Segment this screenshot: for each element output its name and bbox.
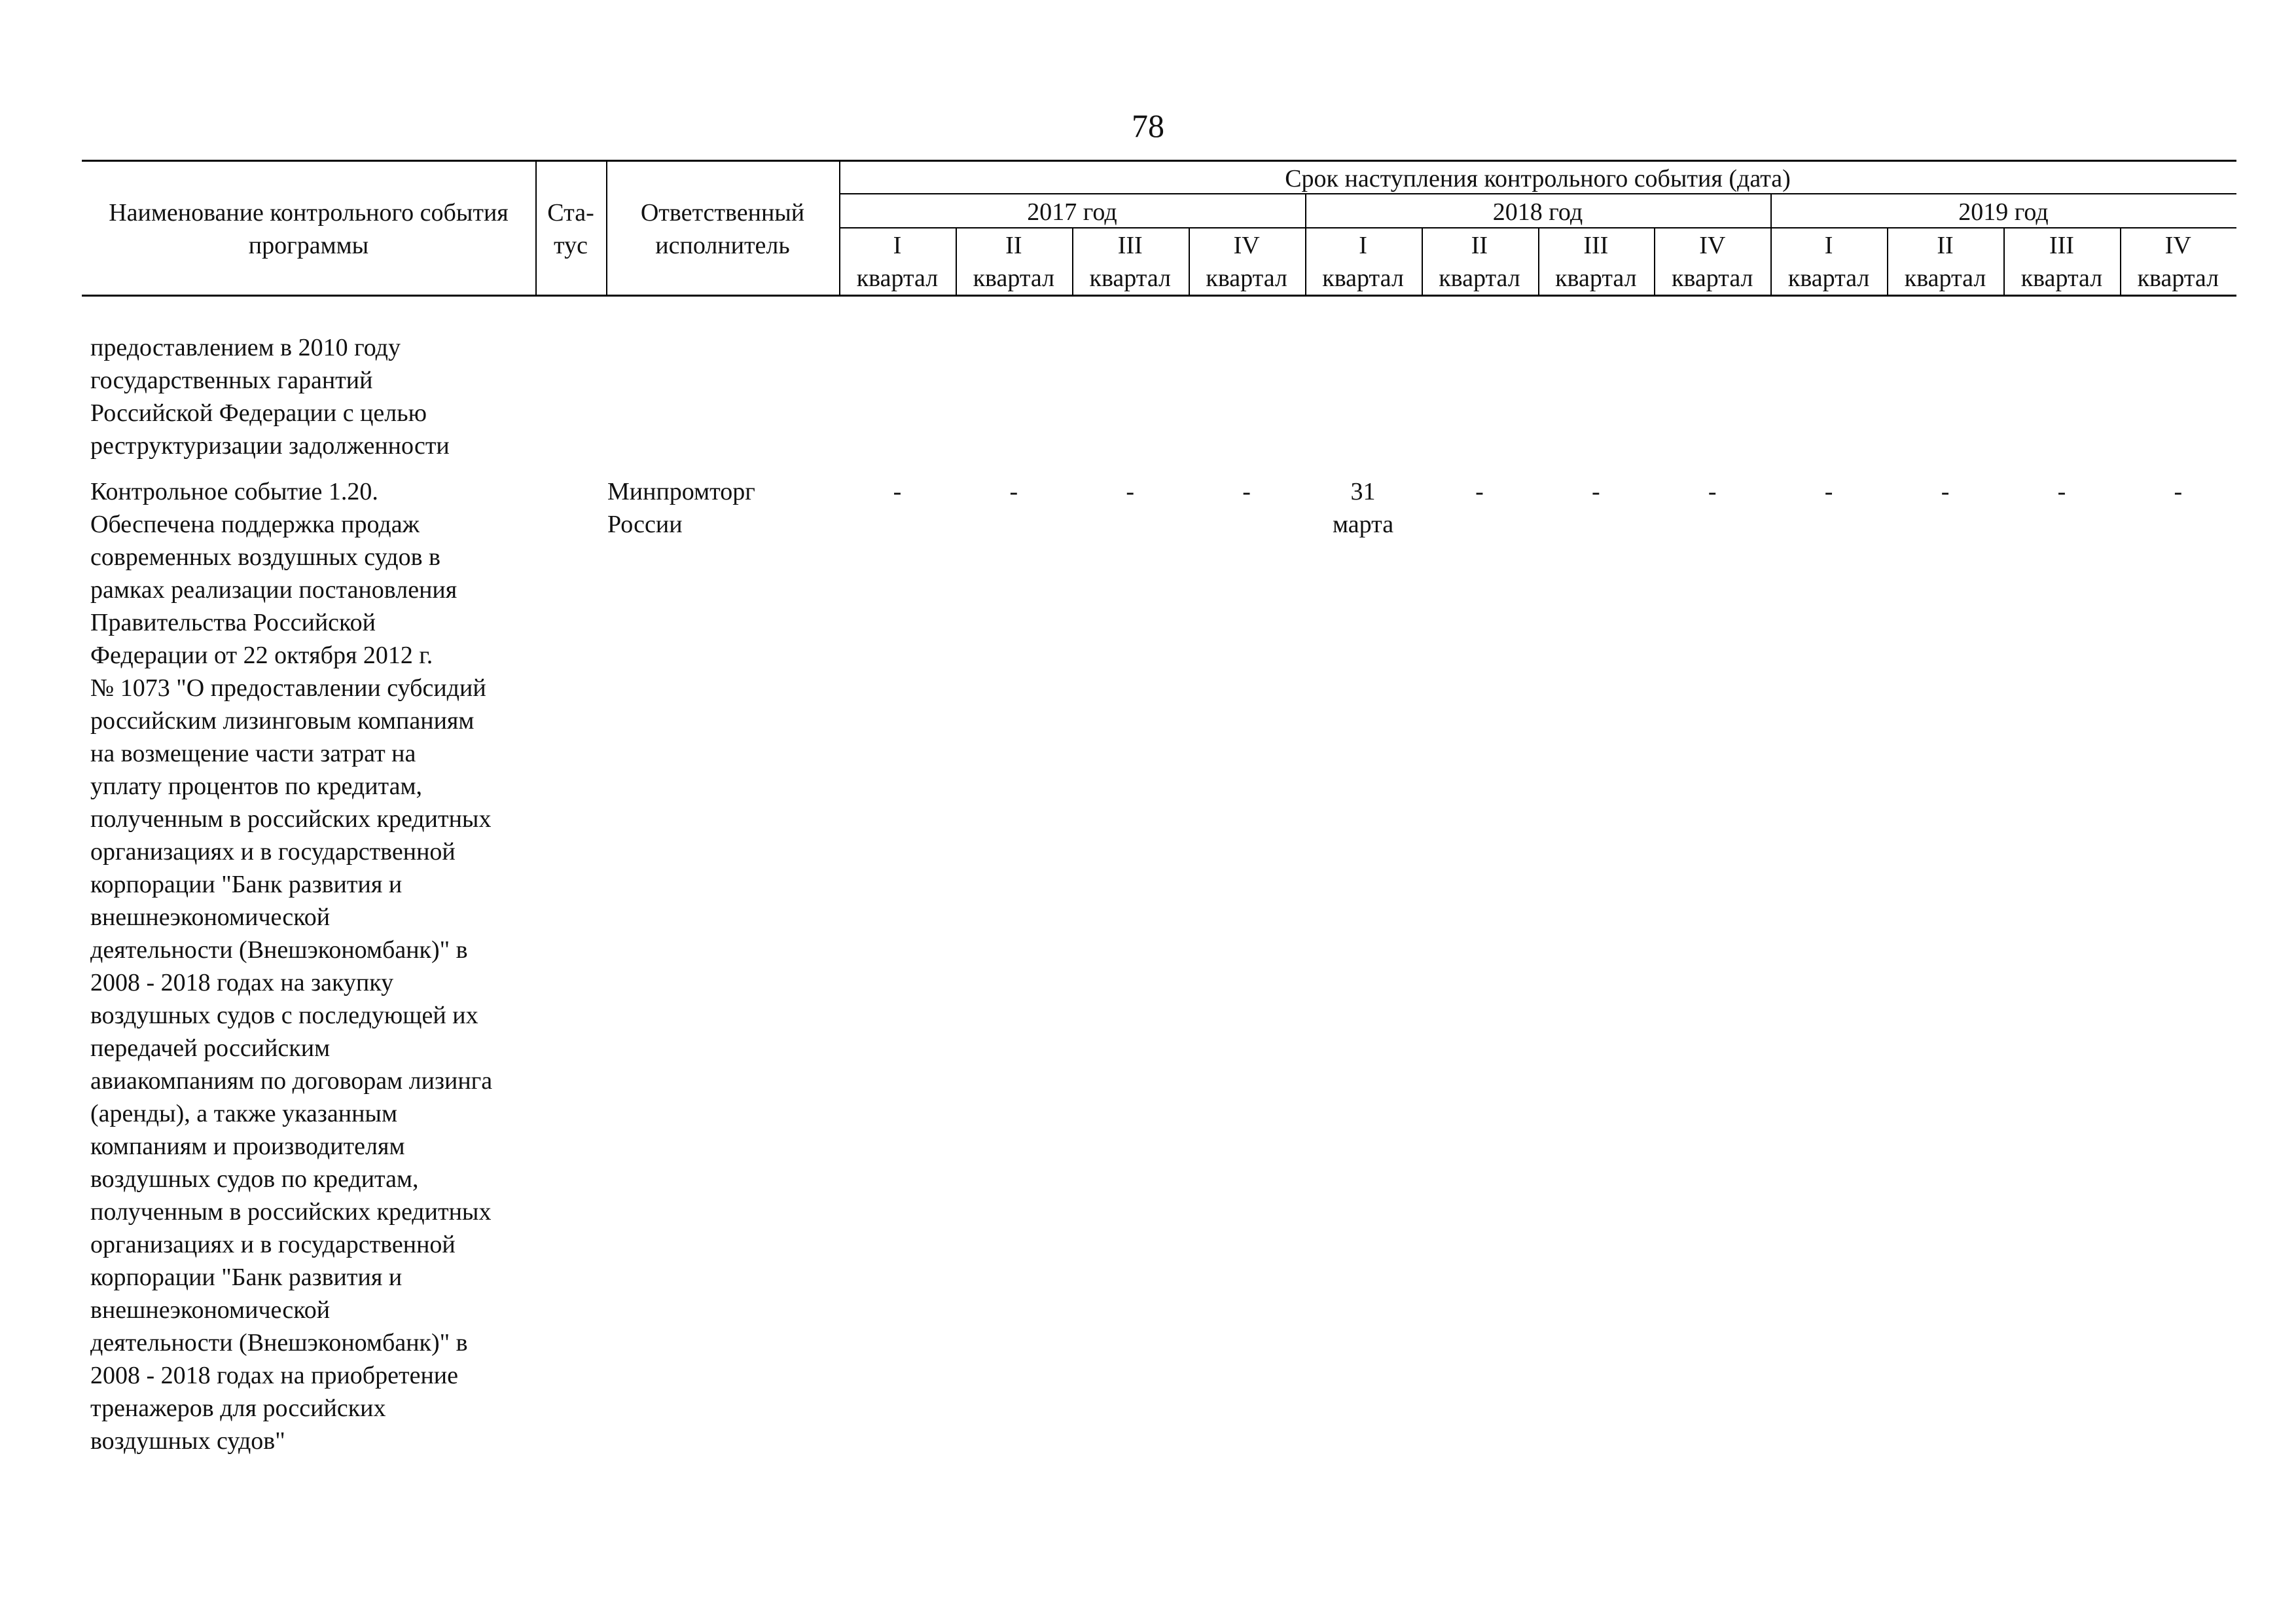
quarter-value: - — [1009, 478, 1018, 505]
quarter-value: - — [1708, 478, 1717, 505]
header-quarter-word: квартал — [2137, 264, 2219, 292]
header-quarter-numeral: II — [1471, 232, 1488, 259]
event-name-line: воздушных судов" — [90, 1427, 285, 1455]
header-quarter-numeral: I — [1824, 232, 1833, 259]
header-quarter-numeral: II — [1937, 232, 1954, 259]
event-name-line: воздушных судов с последующей их — [90, 1002, 478, 1029]
event-name-text — [90, 331, 450, 462]
quarter-value-cell — [2003, 475, 2120, 508]
header-status-line: тус — [554, 232, 588, 259]
header-event-name-line: Наименование контрольного события — [109, 199, 509, 227]
header-quarter — [839, 229, 956, 295]
header-year: 2017 год — [1027, 198, 1117, 226]
header-quarter-word: квартал — [973, 264, 1055, 292]
event-name-line: 2008 - 2018 годах на приобретение — [90, 1362, 458, 1389]
header-quarter-word: квартал — [1206, 264, 1287, 292]
header-quarter-numeral: II — [1005, 232, 1022, 259]
quarter-value-cell — [1305, 475, 1422, 541]
header-quarter-word: квартал — [1089, 264, 1171, 292]
header-quarter — [1770, 229, 1887, 295]
header-status — [535, 196, 606, 262]
event-name-line: предоставлением в 2010 году — [90, 334, 401, 361]
header-year: 2018 год — [1492, 198, 1583, 226]
header-deadline-title: Срок наступления контрольного события (дата) — [1285, 165, 1791, 192]
event-name-line: Российской Федерации с целью — [90, 399, 427, 427]
event-name-text — [90, 475, 492, 1457]
quarter-value: 31 — [1350, 478, 1376, 505]
event-name-line: организациях и в государственной — [90, 1231, 456, 1258]
quarter-value: - — [2057, 478, 2066, 505]
header-quarter — [1537, 229, 1654, 295]
quarter-value: - — [1242, 478, 1251, 505]
header-executor-line: исполнитель — [655, 232, 790, 259]
page-number: 78 — [1132, 107, 1164, 144]
quarter-value-cell — [956, 475, 1072, 508]
event-name-line: воздушных судов по кредитам, — [90, 1165, 419, 1193]
event-name-line: корпорации "Банк развития и — [90, 871, 403, 898]
header-quarter-word: квартал — [1904, 264, 1986, 292]
event-name-line: современных воздушных судов в — [90, 543, 440, 571]
quarter-value: марта — [1332, 511, 1394, 538]
table-header-bottom-rule — [82, 295, 2236, 297]
event-name-line: деятельности (Внешэкономбанк)" в — [90, 1329, 468, 1357]
header-quarter — [1887, 229, 2003, 295]
header-quarter — [1189, 229, 1305, 295]
header-quarter-word: квартал — [1787, 264, 1870, 292]
table-top-rule — [82, 160, 2236, 162]
quarter-value: - — [2174, 478, 2183, 505]
quarter-value: - — [1941, 478, 1950, 505]
event-name-line: авиакомпаниям по договорам лизинга — [90, 1067, 493, 1095]
event-name-line: Обеспечена поддержка продаж — [90, 511, 420, 538]
event-name-line: рамках реализации постановления — [90, 576, 457, 604]
quarter-value-cell — [2120, 475, 2236, 508]
event-name-line: деятельности (Внешэкономбанк)" в — [90, 936, 468, 964]
header-quarter-numeral: IV — [1699, 232, 1726, 259]
event-name-line: тренажеров для российских — [90, 1395, 386, 1422]
header-quarter-numeral: IV — [2164, 232, 2191, 259]
header-quarter — [1072, 229, 1189, 295]
header-quarter-word: квартал — [1555, 264, 1637, 292]
header-quarter-numeral: III — [2049, 232, 2074, 259]
event-name-line: Правительства Российской — [90, 609, 376, 636]
event-name-line: № 1073 "О предоставлении субсидий — [90, 674, 486, 702]
quarter-value: - — [1824, 478, 1833, 505]
event-name-line: Федерации от 22 октября 2012 г. — [90, 642, 433, 669]
event-name-line: корпорации "Банк развития и — [90, 1264, 403, 1291]
event-name-line: Контрольное событие 1.20. — [90, 478, 378, 505]
event-name-line: уплату процентов по кредитам, — [90, 773, 423, 800]
header-status-line: Ста- — [547, 199, 594, 227]
quarter-value: - — [1592, 478, 1600, 505]
quarter-value: - — [893, 478, 902, 505]
executor-line: Минпромторг — [607, 478, 755, 505]
event-name-line: на возмещение части затрат на — [90, 740, 416, 767]
quarter-value-cell — [1189, 475, 1305, 508]
header-quarter-numeral: III — [1117, 232, 1143, 259]
header-event-name-line: программы — [248, 232, 369, 259]
event-name-line: 2008 - 2018 годах на закупку — [90, 969, 394, 996]
header-quarter-word: квартал — [1671, 264, 1753, 292]
header-quarter — [1305, 229, 1422, 295]
header-quarter-word: квартал — [1322, 264, 1404, 292]
event-name-line: внешнеэкономической — [90, 1296, 331, 1324]
quarter-value-cell — [1887, 475, 2003, 508]
header-quarter — [1422, 229, 1538, 295]
header-year: 2019 год — [1958, 198, 2049, 226]
quarter-value-cell — [1654, 475, 1770, 508]
event-name-line: полученным в российских кредитных — [90, 1198, 492, 1226]
quarter-value: - — [1475, 478, 1484, 505]
event-name-line: (аренды), а также указанным — [90, 1100, 398, 1127]
quarter-value-cell — [1537, 475, 1654, 508]
quarter-value-cell — [1770, 475, 1887, 508]
executor-line: России — [607, 511, 683, 538]
header-quarter-word: квартал — [1439, 264, 1520, 292]
event-name-line: внешнеэкономической — [90, 903, 331, 931]
header-quarter-numeral: III — [1583, 232, 1609, 259]
header-quarter-word: квартал — [856, 264, 939, 292]
event-name-line: российским лизинговым компаниям — [90, 707, 475, 735]
event-name-line: реструктуризации задолженности — [90, 432, 450, 460]
header-quarter-word: квартал — [2020, 264, 2103, 292]
header-executor-line: Ответственный — [640, 199, 805, 227]
header-executor — [606, 196, 839, 262]
header-quarter — [2003, 229, 2120, 295]
header-quarter — [956, 229, 1072, 295]
quarter-value-cell — [839, 475, 956, 508]
header-quarter-numeral: I — [1359, 232, 1367, 259]
header-quarter — [2120, 229, 2236, 295]
event-name-line: полученным в российских кредитных — [90, 805, 492, 833]
event-name-line: государственных гарантий — [90, 367, 373, 394]
header-quarter-numeral: I — [893, 232, 902, 259]
event-name-line: организациях и в государственной — [90, 838, 456, 866]
quarter-value: - — [1126, 478, 1135, 505]
header-quarter — [1654, 229, 1770, 295]
quarter-value-cell — [1422, 475, 1538, 508]
event-name-line: компаниям и производителям — [90, 1133, 405, 1160]
event-name-line: передачей российским — [90, 1034, 331, 1062]
quarter-value-cell — [1072, 475, 1189, 508]
executor-text — [607, 475, 755, 541]
header-quarter-numeral: IV — [1233, 232, 1260, 259]
header-event-name — [82, 196, 535, 262]
